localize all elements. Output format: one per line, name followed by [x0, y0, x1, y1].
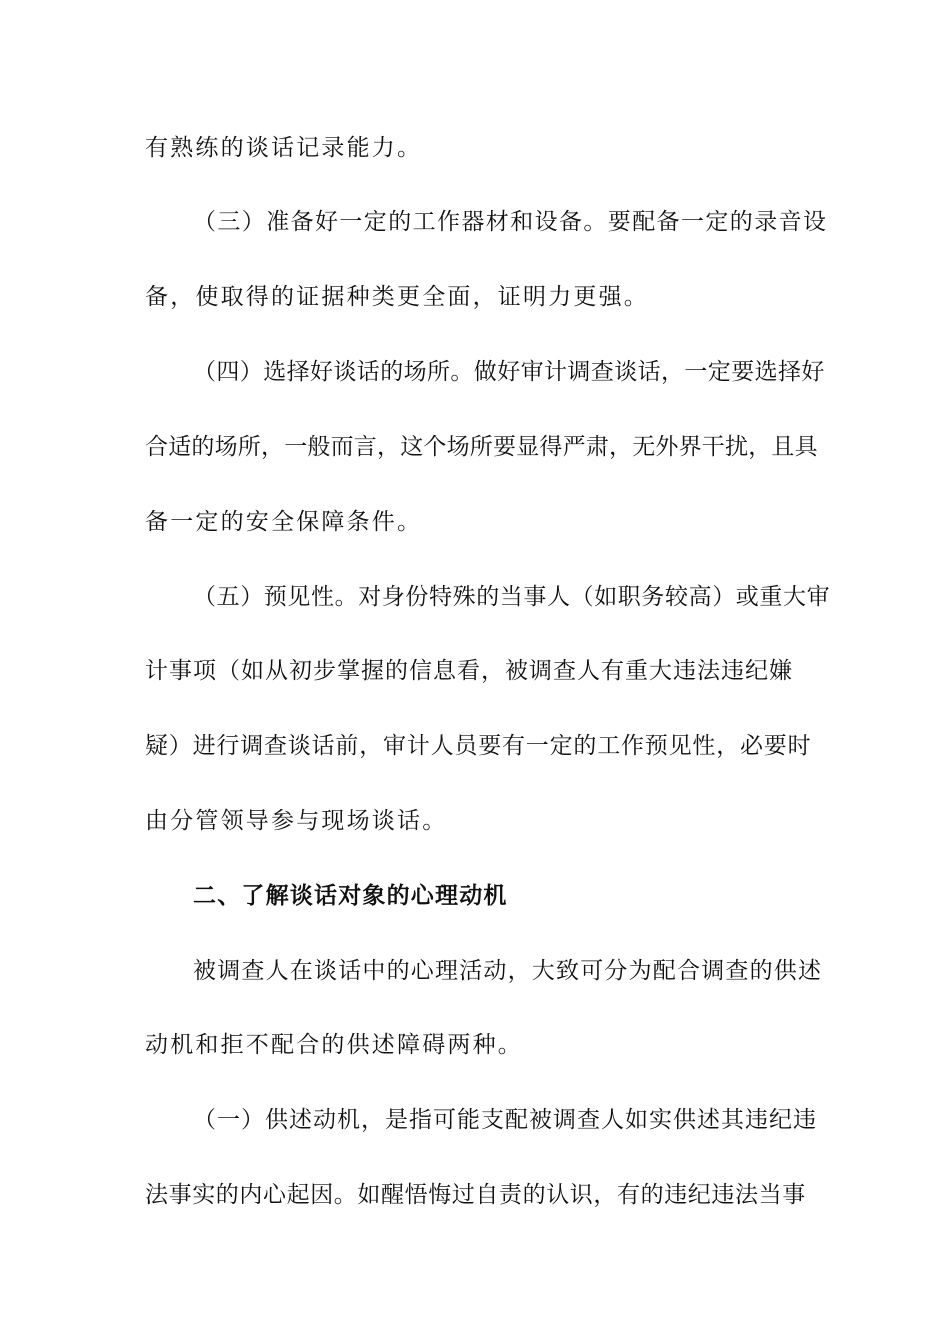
paragraph-line: 由分管领导参与现场谈话。: [145, 808, 448, 834]
paragraph-line: 法事实的内心起因。如醒悟悔过自责的认识，有的违纪违法当事: [145, 1182, 806, 1208]
paragraph-line: 计事项（如从初步掌握的信息看，被调查人有重大违法违纪嫌: [145, 658, 793, 684]
paragraph-line: 备，使取得的证据种类更全面，证明力更强。: [145, 284, 649, 310]
paragraph-line: （一）供述动机，是指可能支配被调查人如实供述其违纪违: [193, 1107, 817, 1133]
paragraph-line: （三）准备好一定的工作器材和设备。要配备一定的录音设: [193, 209, 828, 235]
paragraph-line: （四）选择好谈话的场所。做好审计调查谈话，一定要选择好: [193, 359, 825, 385]
section-heading: 二、了解谈话对象的心理动机: [193, 883, 508, 909]
paragraph-line: （五）预见性。对身份特殊的当事人（如职务较高）或重大审: [193, 584, 831, 610]
paragraph-line: 合适的场所，一般而言，这个场所要显得严肃，无外界干扰，且具: [145, 434, 818, 460]
paragraph-line: 备一定的安全保障条件。: [145, 509, 423, 535]
paragraph-line: 疑）进行调查谈话前，审计人员要有一定的工作预见性，必要时: [145, 733, 812, 759]
paragraph-line: 有熟练的谈话记录能力。: [145, 135, 423, 161]
paragraph-line: 被调查人在谈话中的心理活动，大致可分为配合调查的供述: [193, 958, 823, 984]
paragraph-line: 动机和拒不配合的供述障碍两种。: [145, 1032, 523, 1058]
